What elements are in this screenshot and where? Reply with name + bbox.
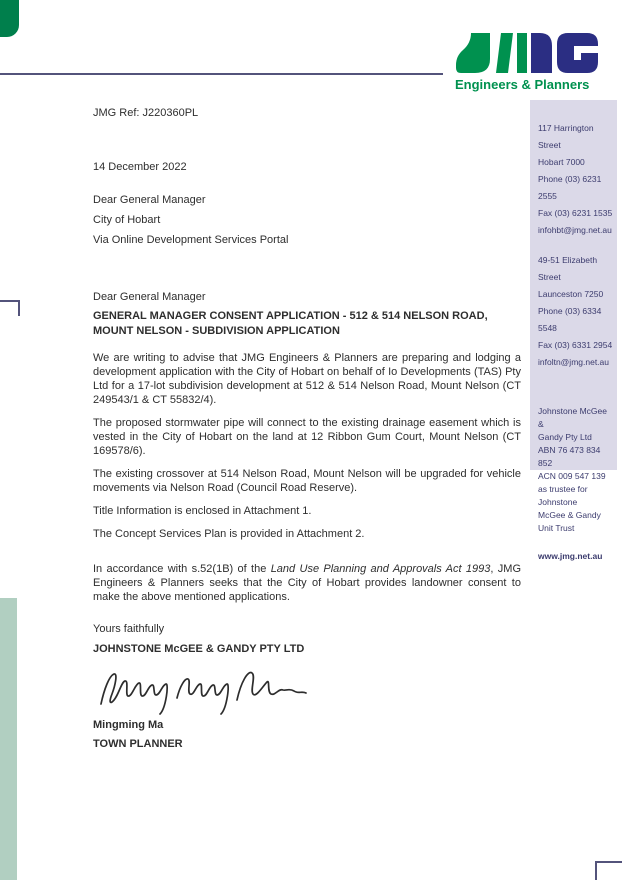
launceston-address-line: 49-51 Elizabeth Street [538, 255, 598, 282]
bottom-right-corner-mark [595, 861, 622, 880]
company-entity-block [538, 405, 613, 535]
act-title-italic: Land Use Planning and Approvals Act 1993 [270, 563, 491, 575]
recipient-line: Via Online Development Services Portal [93, 234, 289, 246]
hobart-city-line: Hobart 7000 [538, 157, 585, 167]
subject-heading: GENERAL MANAGER CONSENT APPLICATION - 512 & 514 NELSON ROAD, MOUNT NELSON - SUBDIVISION APPLICATION [93, 310, 488, 337]
entity-acn: ACN 009 547 139 [538, 471, 606, 481]
recipient-line: Dear General Manager [93, 194, 206, 206]
paragraph: The proposed stormwater pipe will connect to the existing drainage easement which is vested in the City of Hobart on the land at 12 Ribbon Gum Court, Mount Nelson (CT 169578/6). [93, 417, 521, 457]
logo-tagline: Engineers & Planners [455, 77, 590, 92]
jmg-logo-mark [455, 33, 598, 74]
launceston-email: infoltn@jmg.net.au [538, 357, 610, 367]
closing-pre: In accordance with s.52(1B) of the [93, 563, 271, 575]
hobart-fax: Fax (03) 6231 1535 [538, 208, 613, 218]
launceston-office-block [538, 252, 613, 371]
entity-line: Johnstone McGee & [538, 406, 607, 429]
left-fold-mark [0, 300, 20, 316]
launceston-fax: Fax (03) 6331 2954 [538, 340, 613, 350]
valediction: Yours faithfully [93, 623, 165, 635]
entity-line: Gandy Pty Ltd [538, 432, 592, 442]
recipient-block [93, 190, 521, 250]
hobart-office-block [538, 120, 613, 239]
top-left-green-block [0, 0, 19, 37]
entity-line: McGee & Gandy [538, 510, 601, 520]
launceston-city-line: Launceston 7250 [538, 289, 604, 299]
jmg-logo [455, 33, 598, 92]
hobart-phone: Phone (03) 6231 2555 [538, 174, 602, 201]
attachment-2-line: The Concept Services Plan is provided in Attachment 2. [93, 528, 365, 540]
signatory-title: TOWN PLANNER [93, 738, 183, 750]
entity-line: Unit Trust [538, 523, 575, 533]
recipient-line: City of Hobart [93, 214, 161, 226]
hobart-address-line: 117 Harrington Street [538, 123, 594, 150]
left-accent-bar [0, 598, 17, 880]
header-rule [0, 73, 443, 75]
entity-abn: ABN 76 473 834 852 [538, 445, 601, 468]
closing-paragraph [93, 562, 521, 604]
salutation: Dear General Manager [93, 291, 206, 303]
paragraph: The existing crossover at 514 Nelson Road, Mount Nelson will be upgraded for vehicle movements via Nelson Road (Council Road Reserve). [93, 468, 521, 494]
attachment-1-line: Title Information is enclosed in Attachment 1. [93, 505, 312, 517]
letter-body [93, 106, 521, 752]
contact-sidebar [530, 100, 617, 561]
website: www.jmg.net.au [538, 551, 603, 561]
signature [95, 664, 310, 716]
hobart-email: infohbt@jmg.net.au [538, 225, 612, 235]
company-name: JOHNSTONE McGEE & GANDY PTY LTD [93, 643, 305, 655]
launceston-phone: Phone (03) 6334 5548 [538, 306, 602, 333]
ref-line: JMG Ref: J220360PL [93, 107, 199, 119]
paragraph: We are writing to advise that JMG Engineers & Planners are preparing and lodging a development application with the City of Hobart on behalf of Io Developments (TAS) Pty Ltd for a 17-lot subdivision development at 512 & 514 Nelson Road, Mount Nelson (CT 249543/1 & CT 55832/4). [93, 352, 521, 406]
closing-post: , JMG Engineers & Planners seeks that the City of Hobart provides landowner consent to make the above mentioned applications. [93, 563, 522, 603]
date-line: 14 December 2022 [93, 161, 187, 173]
entity-line: as trustee for Johnstone [538, 484, 588, 507]
signatory-name: Mingming Ma [93, 719, 164, 731]
